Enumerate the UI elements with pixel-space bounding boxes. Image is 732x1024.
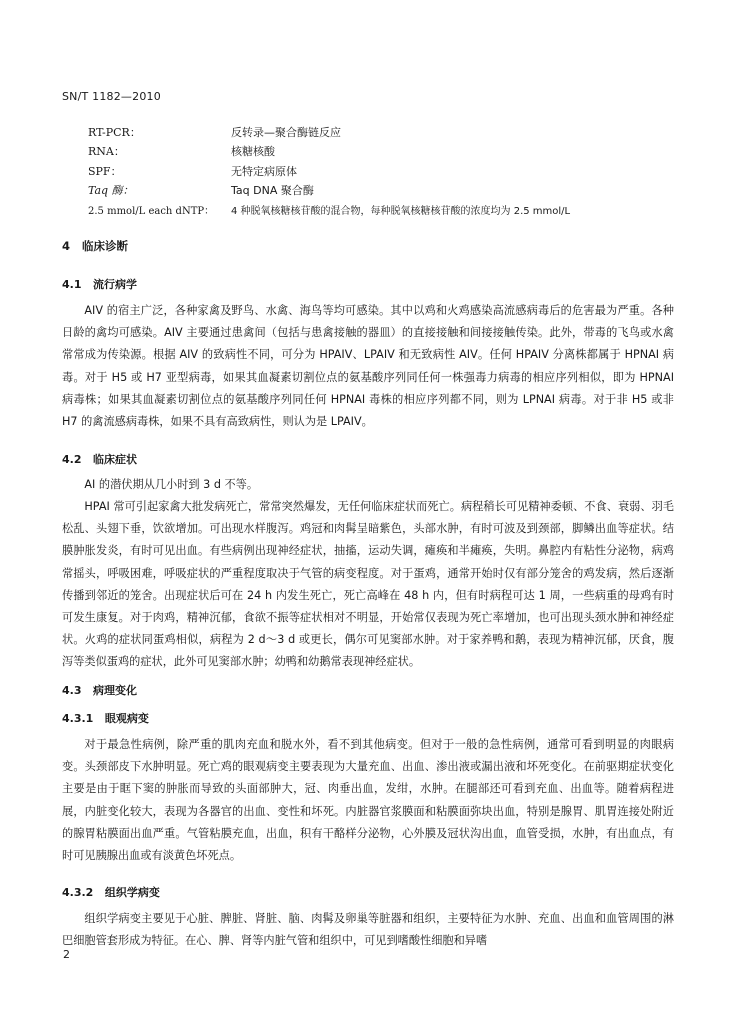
abbreviation-definition: Taq DNA 聚合酶 bbox=[231, 184, 314, 198]
section-number: 4.2 bbox=[62, 453, 82, 466]
abbreviation-definition: 无特定病原体 bbox=[231, 164, 297, 178]
section-title: 流行病学 bbox=[93, 278, 137, 291]
section-number: 4.3.2 bbox=[62, 886, 94, 899]
section-heading bbox=[62, 238, 128, 254]
paragraph: AI 的潜伏期从几小时到 3 d 不等。 bbox=[84, 478, 259, 491]
abbreviation-row bbox=[88, 161, 708, 181]
abbreviation-row bbox=[88, 122, 708, 142]
subsection-heading bbox=[62, 710, 149, 726]
section-number: 4.3.1 bbox=[62, 712, 94, 725]
abbreviation-term: SPF： bbox=[88, 164, 122, 178]
section-title: 眼观病变 bbox=[104, 712, 149, 725]
section-title: 临床诊断 bbox=[82, 239, 129, 253]
paragraph: HPAI 常可引起家禽大批发病死亡，常常突然爆发，无任何临床症状而死亡。病程稍长可见精神委顿、不食、衰弱、羽毛松乱、头翅下垂，饮欲增加。可出现水样腹泻。鸡冠和肉髯呈暗紫色，头部水肿，有时可波及到颈部，脚鳞出血等症状。结膜肿胀发炎，有时可见出血。有些病例出现神经症状，抽搐，运动失调，瘫痪和半瘫痪，失明。鼻腔内有粘性分泌物，病鸡常摇头，呼吸困难，呼吸症状的严重程度取决于气管的病变程度。对于蛋鸡，通常开始时仅有部分笼舍的鸡发病，然后逐渐传播到邻近的笼舍。出现症状后可在 24 h 内发生死亡，死亡高峰在 48 h 内，但有时病程可达 1 周，一些病重的母鸡有时可发生康复。对于肉鸡，精神沉郁，食欲不振等症状相对不明显，开始常仅表现为死亡率增加，也可出现头颈水肿和神经症状。火鸡的症状同蛋鸡相似，病程为 2 d～3 d 或更长，偶尔可见窦部水肿。对于家养鸭和鹅，表现为精神沉郁，厌食，腹泻等类似蛋鸡的症状，此外可见窦部水肿；幼鸭和幼鹅常表现神经症状。 bbox=[62, 500, 674, 669]
section-title: 临床症状 bbox=[93, 453, 137, 466]
abbreviation-term: RNA： bbox=[88, 145, 125, 159]
subsection-heading bbox=[62, 682, 137, 698]
abbreviation-definition: 4 种脱氧核糖核苷酸的混合物，每种脱氧核糖核苷酸的浓度均为 2.5 mmol/L bbox=[231, 206, 571, 218]
section-title: 病理变化 bbox=[93, 684, 137, 697]
abbreviation-term: 2.5 mmol/L each dNTP： bbox=[88, 206, 215, 218]
paragraph: 组织学病变主要见于心脏、脾脏、肾脏、脑、肉髯及卵巢等脏器和组织，主要特征为水肿、充血、出血和血管周围的淋巴细胞管套形成为特征。在心、脾、肾等内脏气管和组织中，可见到嗜酸性细胞和异嗜 bbox=[62, 912, 674, 948]
subsection-heading bbox=[62, 884, 160, 900]
abbreviation-row bbox=[88, 181, 708, 201]
subsection-heading bbox=[62, 276, 137, 292]
paragraph: 对于最急性病例，除严重的肌肉充血和脱水外，看不到其他病变。但对于一般的急性病例，通常可看到明显的肉眼病变。头颈部皮下水肿明显。死亡鸡的眼观病变主要表现为大量充血、出血、渗出液或漏出液和坏死变化。在前驱期症状变化主要是由于眶下窦的肿胀而导致的头面部肿大，冠、肉垂出血，发绀，水肿。在腿部还可看到充血、出血等。随着病程进展，内脏变化较大，表现为各器官的出血、变性和坏死。内脏器官浆膜面和粘膜面弥块出血，特别是腺胃、肌胃连接处附近的腺胃粘膜面出血严重。气管粘膜充血，出血，积有干酪样分泌物，心外膜及冠状沟出血，血管受损，水肿，有出血点，有时可见胰腺出血或有淡黄色坏死点。 bbox=[62, 738, 674, 863]
abbreviation-definition: 反转录—聚合酶链反应 bbox=[231, 125, 341, 139]
section-number: 4 bbox=[62, 239, 71, 253]
abbreviation-row bbox=[88, 200, 708, 220]
abbreviation-definition: 核糖核酸 bbox=[231, 145, 275, 159]
page-number: 2 bbox=[63, 948, 70, 961]
section-number: 4.3 bbox=[62, 684, 82, 697]
subsection-heading bbox=[62, 451, 137, 467]
section-title: 组织学病变 bbox=[104, 886, 160, 899]
abbreviation-term: Taq 酶： bbox=[88, 184, 134, 198]
abbreviation-term: RT-PCR： bbox=[88, 125, 141, 139]
abbreviation-list bbox=[88, 122, 708, 220]
paragraph: AIV 的宿主广泛，各种家禽及野鸟、水禽、海鸟等均可感染。其中以鸡和火鸡感染高流感病毒后的危害最为严重。各种日龄的禽均可感染。AIV 主要通过患禽间（包括与患禽接触的器皿）的直接接触和间接接触传染。此外，带毒的飞鸟或水禽常常成为传染源。根据 AIV 的致病性不同，可分为 HPAIV、LPAIV 和无致病性 AIV。任何 HPAIV 分离株都属于 HPNAI 病毒。对于 H5 或 H7 亚型病毒，如果其血凝素切割位点的氨基酸序列同任何一株强毒力病毒的相应序列相似，即为 HPNAI 病毒株；如果其血凝素切割位点的氨基酸序列同任何 HPNAI 毒株的相应序列都不同，则为 LPNAI 病毒。对于非 H5 或非 H7 的禽流感病毒株，如果不具有高致病性，则认为是 LPAIV。 bbox=[62, 304, 674, 429]
standard-number: SN/T 1182—2010 bbox=[62, 90, 161, 103]
abbreviation-row bbox=[88, 142, 708, 162]
section-number: 4.1 bbox=[62, 278, 82, 291]
